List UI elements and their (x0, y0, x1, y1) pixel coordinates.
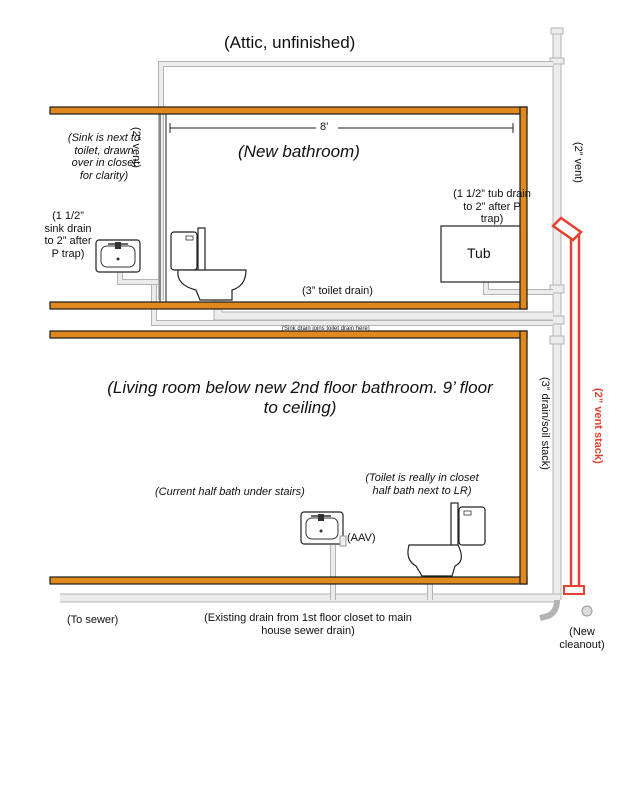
toilet-closet-label: (Toilet is really in closet half bath next to LR) (365, 472, 479, 497)
second-floor-floor-joist (50, 302, 527, 309)
downstairs-toilet (408, 503, 485, 576)
upstairs-sink (96, 240, 140, 272)
vent-left-label: (2” vent) (130, 127, 142, 168)
new-bathroom-label: (New bathroom) (238, 142, 360, 161)
sink-joins-label: (Sink drain joins toilet drain here) (282, 326, 370, 332)
downstairs-sink (301, 512, 346, 546)
second-floor-ceiling-joist (50, 107, 527, 114)
living-room-label: (Living room below new 2nd floor bathroom. 9’ floor to ceiling) (107, 378, 493, 417)
living-room-right-wall (520, 331, 527, 584)
tub-drain-label: (1 1/2” tub drain to 2” after P trap) (453, 188, 531, 226)
first-floor-floor-joist (50, 577, 527, 584)
width-dimension-line (170, 121, 513, 135)
vent-right-label: (2” vent) (572, 142, 584, 183)
new-cleanout-label: (New cleanout) (559, 626, 605, 651)
cleanout-fitting (582, 606, 592, 616)
tub-label: Tub (467, 245, 491, 261)
vent-stack-label: (2” vent stack) (592, 388, 604, 464)
half-bath-label: (Current half bath under stairs) (155, 486, 305, 498)
attic-label: (Attic, unfinished) (224, 33, 356, 52)
existing-drain-label: (Existing drain from 1st floor closet to main house sewer drain) (204, 612, 412, 637)
aav-label: (AAV) (347, 532, 376, 544)
toilet-drain-label: (3” toilet drain) (302, 285, 373, 297)
soil-stack-label: (3” drain/soil stack) (539, 377, 551, 470)
sink-drain-label: (1 1/2” sink drain to 2” after P trap) (44, 210, 92, 260)
upstairs-toilet (171, 228, 246, 300)
sink-note-label: (Sink is next to toilet, drawn over in closet for clarity) (67, 132, 141, 182)
width-dimension-label: 8’ (320, 121, 329, 133)
to-sewer-label: (To sewer) (67, 614, 119, 626)
